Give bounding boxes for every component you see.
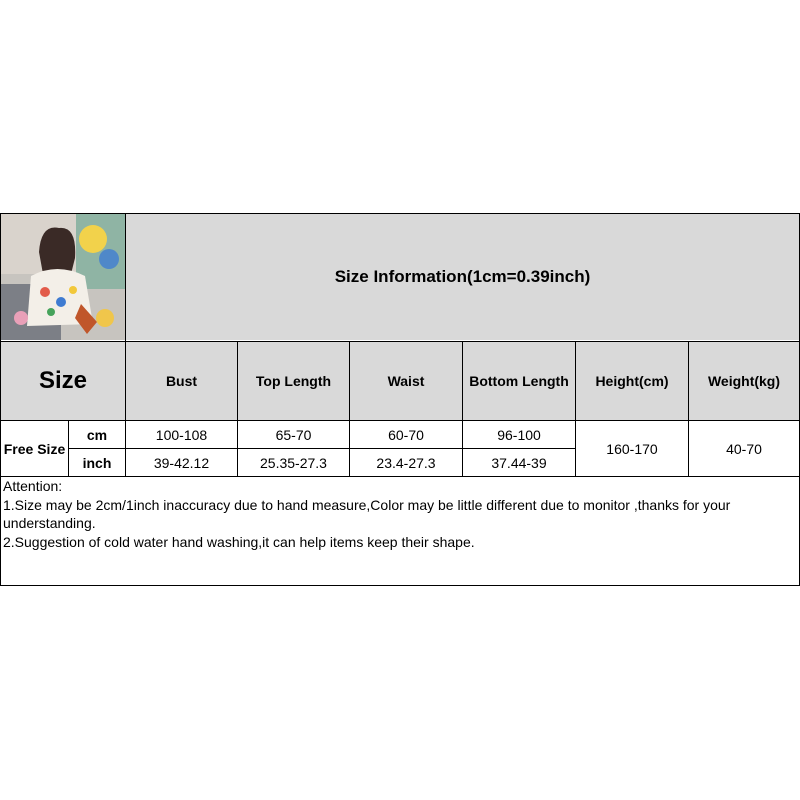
- col-header-label: Top Length: [255, 373, 332, 389]
- table-cell: [463, 449, 575, 476]
- inch-waist-value: 23.4-27.3: [376, 454, 436, 471]
- cm-bottom-length-value: 96-100: [497, 426, 541, 443]
- height-value: 160-170: [606, 440, 658, 457]
- col-header-waist: [350, 342, 462, 420]
- table-border: [0, 476, 800, 477]
- inch-top-length-value: 25.35-27.3: [260, 454, 327, 471]
- cm-waist-value: 60-70: [388, 426, 424, 443]
- table-cell: [126, 449, 237, 476]
- unit-label: inch: [82, 454, 112, 471]
- unit-inch-cell: [69, 449, 125, 476]
- cm-top-length-value: 65-70: [275, 426, 312, 443]
- attention-heading: Attention:: [3, 478, 63, 494]
- unit-label: cm: [86, 426, 108, 443]
- inch-bust-value: 39-42.12: [153, 454, 210, 471]
- table-cell: [126, 421, 237, 448]
- col-header-label: Bottom Length: [469, 373, 569, 389]
- col-header-top-length: [238, 342, 349, 420]
- table-border: [349, 341, 350, 477]
- table-cell: [576, 421, 688, 476]
- table-border: [575, 341, 576, 477]
- attention-line-1: 1.Size may be 2cm/1inch inaccuracy due to hand measure,Color may be little different due to monitor ,thanks for your understanding.: [3, 496, 731, 531]
- table-cell: [238, 421, 349, 448]
- table-border: [237, 341, 238, 477]
- table-border: [68, 448, 576, 449]
- table-cell: [350, 421, 462, 448]
- table-border: [0, 341, 800, 342]
- col-header-label: Weight(kg): [707, 373, 781, 389]
- table-cell: [463, 421, 575, 448]
- table-border: [68, 420, 69, 477]
- size-label: Size: [38, 367, 88, 394]
- table-border: [0, 420, 800, 421]
- table-cell: [238, 449, 349, 476]
- table-border: [0, 585, 800, 586]
- col-header-bottom-length: [463, 342, 575, 420]
- table-cell: [689, 421, 799, 476]
- col-header-weight: [689, 342, 799, 420]
- weight-value: 40-70: [726, 440, 762, 457]
- cm-bust-value: 100-108: [155, 426, 208, 443]
- attention-notes: [3, 477, 793, 551]
- col-header-height: [576, 342, 688, 420]
- inch-bottom-length-value: 37.44-39: [491, 454, 547, 471]
- col-header-label: Waist: [387, 373, 425, 389]
- size-chart: [0, 213, 799, 586]
- table-border: [688, 341, 689, 477]
- table-border: [0, 213, 800, 214]
- product-photo: [1, 214, 125, 340]
- col-header-label: Bust: [165, 373, 198, 389]
- table-border: [125, 213, 126, 477]
- free-size-label: Free Size: [3, 440, 66, 457]
- table-cell: [350, 449, 462, 476]
- col-header-label: Height(cm): [595, 373, 669, 389]
- size-header-cell: [1, 342, 125, 420]
- table-border: [0, 213, 1, 586]
- attention-line-2: 2.Suggestion of cold water hand washing,it can help items keep their shape.: [3, 533, 475, 550]
- size-chart-title: Size Information(1cm=0.39inch): [334, 267, 591, 286]
- row-label-free-size: [1, 421, 68, 476]
- title-banner: [126, 214, 799, 340]
- table-border: [462, 341, 463, 477]
- unit-cm-cell: [69, 421, 125, 448]
- col-header-bust: [126, 342, 237, 420]
